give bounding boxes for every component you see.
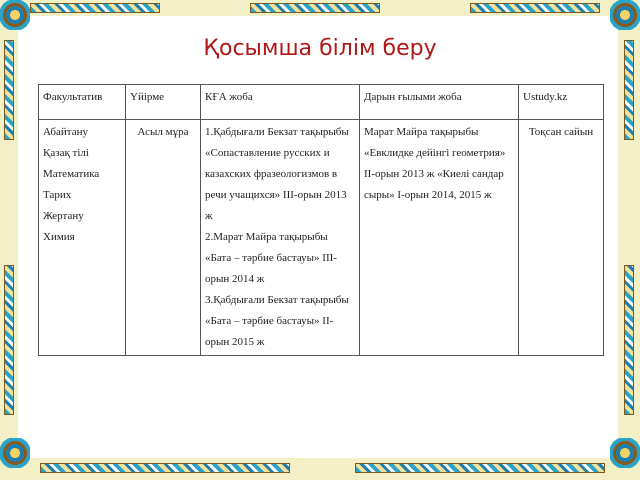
ornament-strip: [355, 463, 605, 473]
table-header-row: [39, 85, 604, 120]
fakultativ-item: Математика: [43, 168, 100, 180]
cell-uyirme: Асыл мұра: [126, 120, 201, 356]
page-title: Қосымша білім беру: [203, 36, 437, 61]
cell-kga-joba: [201, 120, 360, 356]
ornament-strip: [30, 3, 160, 13]
table-row: [39, 120, 604, 356]
frame-band-right: [618, 0, 640, 480]
ornament-strip: [40, 463, 290, 473]
corner-ornament: [610, 0, 640, 30]
kga-item: 3.Қабдығали Бекзат тақырыбы «Бата – тәрбие бастауы» II-орын 2015 ж: [205, 294, 349, 348]
frame-band-left: [0, 0, 18, 480]
corner-ornament: [610, 438, 640, 468]
header-ustudy: Ustudy.kz: [519, 85, 604, 120]
cell-daryn: Марат Майра тақырыбы «Евклидке дейінгі геометрия» II-орын 2013 ж «Киелі сандар сыры» I-орын 2014, 2015 ж: [360, 120, 519, 356]
fakultativ-item: Тарих: [43, 189, 72, 201]
header-fakultativ: Факультатив: [39, 85, 126, 120]
frame-band-bottom: [0, 458, 640, 480]
cell-ustudy: Тоқсан сайын: [519, 120, 604, 356]
ornament-strip: [250, 3, 380, 13]
ornament-strip: [4, 265, 14, 415]
ornament-strip: [624, 265, 634, 415]
header-kga-joba: КҒА жоба: [201, 85, 360, 120]
cell-fakultativ: [39, 120, 126, 356]
corner-ornament: [0, 0, 30, 30]
fakultativ-item: Қазақ тілі: [43, 147, 89, 159]
frame-band-top: [0, 0, 640, 16]
header-daryn: Дарын ғылыми жоба: [360, 85, 519, 120]
kga-item: 2.Марат Майра тақырыбы «Бата – тәрбие бастауы» III-орын 2014 ж: [205, 231, 337, 285]
fakultativ-item: Абайтану: [43, 126, 88, 138]
ornament-strip: [470, 3, 600, 13]
header-uyirme: Үйірме: [126, 85, 201, 120]
kga-item: 1.Қабдығали Бекзат тақырыбы «Сопаставление русских и казахских фразеологизмов в речи учащихся» III-орын 2013 ж: [205, 126, 349, 222]
fakultativ-item: Жертану: [43, 210, 84, 222]
education-table: [38, 84, 604, 356]
fakultativ-item: Химия: [43, 231, 75, 243]
corner-ornament: [0, 438, 30, 468]
